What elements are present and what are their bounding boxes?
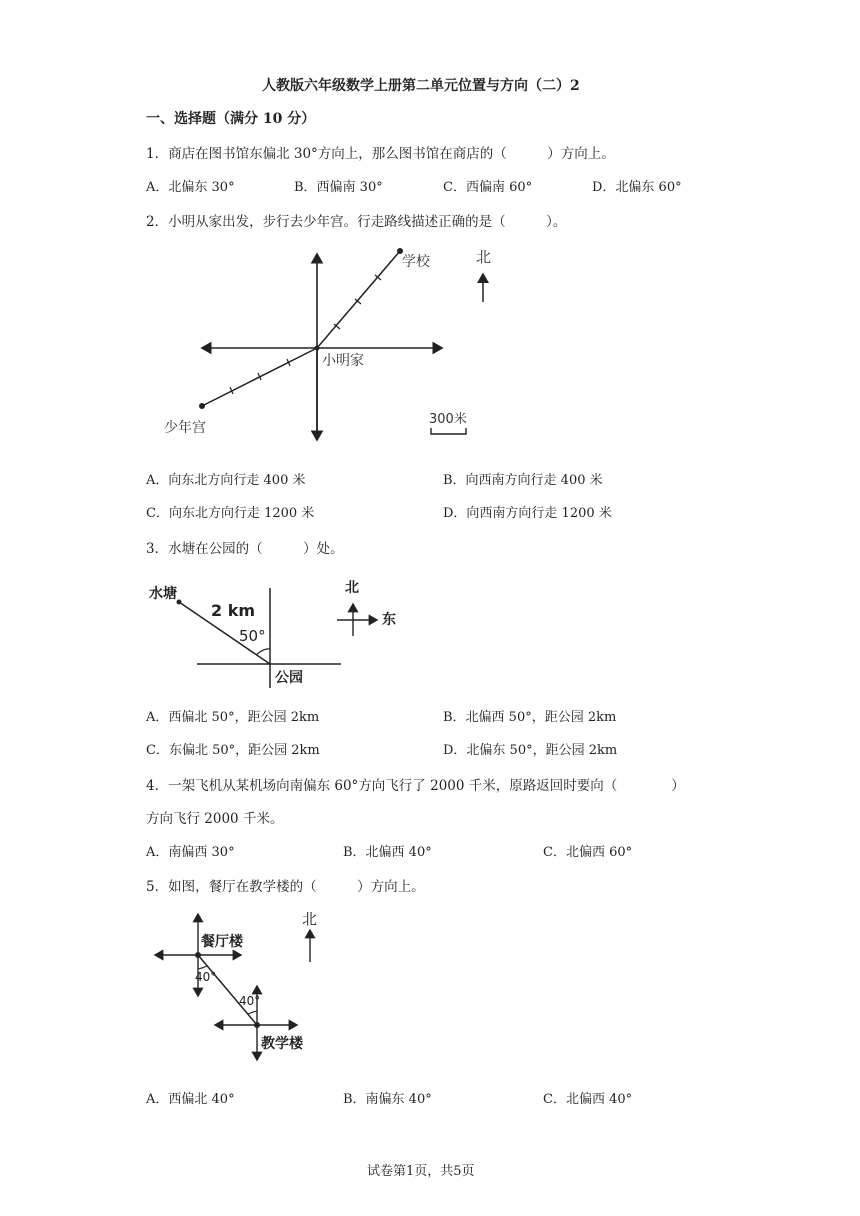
question-1-option-d: D．北偏东 60° xyxy=(592,180,682,195)
question-4-stem-line-1: 4．一架飞机从某机场向南偏东 60°方向飞行了 2000 千米，原路返回时要向（ ） xyxy=(146,778,685,794)
question-1-option-a: A．北偏东 30° xyxy=(146,180,235,195)
question-5-stem: 5．如图，餐厅在教学楼的（ ）方向上。 xyxy=(146,879,425,895)
page-footer: 试卷第1页，共5页 xyxy=(367,1164,475,1179)
label-park: 公园 xyxy=(275,670,303,686)
label-distance: 2 km xyxy=(211,601,256,620)
question-1-option-b: B．西偏南 30° xyxy=(294,180,383,195)
question-3-option-d: D．北偏东 50°，距公园 2km xyxy=(443,743,618,758)
question-5-option-b: B．南偏东 40° xyxy=(343,1092,432,1107)
question-4-option-c: C．北偏西 60° xyxy=(543,845,633,860)
question-1-option-c: C．西偏南 60° xyxy=(443,180,533,195)
question-2-figure xyxy=(150,240,530,450)
label-home: 小明家 xyxy=(322,353,364,369)
question-3-option-b: B．北偏西 50°，距公园 2km xyxy=(443,710,617,725)
label-east: 东 xyxy=(382,612,396,628)
label-angle: 50° xyxy=(239,627,266,645)
scale-bar xyxy=(431,428,466,434)
question-4-stem-line-2: 方向飞行 2000 千米。 xyxy=(146,811,284,827)
page-title: 人教版六年级数学上册第二单元位置与方向（二）2 xyxy=(262,78,580,94)
route-to-school xyxy=(317,251,400,348)
question-2-option-b: B．向西南方向行走 400 米 xyxy=(443,473,603,488)
question-2-stem: 2．小明从家出发，步行去少年宫。行走路线描述正确的是（ ）。 xyxy=(146,214,567,230)
question-5-figure xyxy=(145,902,345,1062)
question-2-option-a: A．向东北方向行走 400 米 xyxy=(146,473,306,488)
label-palace: 少年宫 xyxy=(164,420,206,436)
label-teaching: 教学楼 xyxy=(261,1036,303,1052)
question-5-option-c: C．北偏西 40° xyxy=(543,1092,633,1107)
label-north: 北 xyxy=(476,248,492,266)
route-canteen-teaching xyxy=(198,955,257,1025)
question-3-option-c: C．东偏北 50°，距公园 2km xyxy=(146,743,320,758)
question-1-stem: 1．商店在图书馆东偏北 30°方向上，那么图书馆在商店的（ ）方向上。 xyxy=(146,146,615,162)
label-school: 学校 xyxy=(402,254,430,270)
question-3-stem: 3．水塘在公园的（ ）处。 xyxy=(146,541,344,557)
label-north: 北 xyxy=(345,580,359,596)
label-angle-2: 40° xyxy=(239,994,261,1008)
label-pond: 水塘 xyxy=(149,586,177,602)
question-4-option-b: B．北偏西 40° xyxy=(343,845,432,860)
label-angle-1: 40° xyxy=(195,970,217,984)
question-4-option-a: A．南偏西 30° xyxy=(146,845,235,860)
question-3-figure xyxy=(145,576,410,691)
question-5-option-a: A．西偏北 40° xyxy=(146,1092,235,1107)
question-3-option-a: A．西偏北 50°，距公园 2km xyxy=(146,710,320,725)
label-scale: 300米 xyxy=(429,412,467,427)
section-heading: 一、选择题（满分 10 分） xyxy=(146,111,316,127)
label-canteen: 餐厅楼 xyxy=(201,934,243,950)
label-north: 北 xyxy=(302,910,318,928)
question-2-option-d: D．向西南方向行走 1200 米 xyxy=(443,506,612,521)
question-2-option-c: C．向东北方向行走 1200 米 xyxy=(146,506,315,521)
